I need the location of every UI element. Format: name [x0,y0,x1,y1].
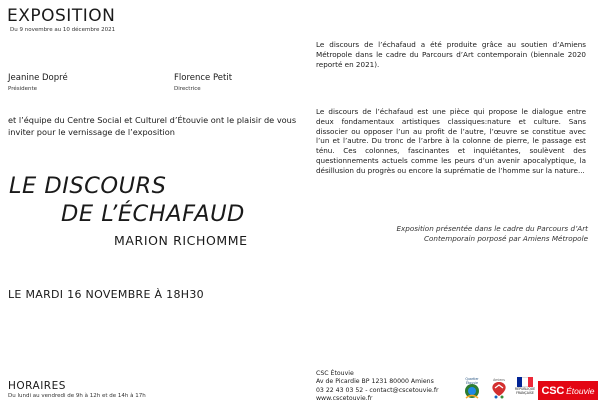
host-name: Florence Petit [174,73,233,83]
host-name: Jeanine Dopré [8,73,68,83]
contact-website[interactable]: www.cscetouvie.fr [316,394,373,402]
amiens-logo-text: Amiens [493,378,505,382]
exhibition-credit [318,224,588,244]
csc-logo-subtext: Étouvie [566,385,595,396]
republique-francaise-logo [514,377,536,400]
description-paragraph-2: Le discours de l’échafaud est une pièce qui propose le dialogue entre deux fondamentaux artistiques classiques:nature et culture. Sans dissocier ou opposer l’un au profit de l’autre, l’œuvre se constitue avec l’un et l’autre. Du tronc de l’arbre à la colonne de pierre, le passage est ténu. Ces colonnes, fascinantes et inquiétantes, soulèvent des questionnements actuels comme les peurs d’un avenir apocalyptique, la désillusion du progrès ou encore la suprématie de l’homme sur la nature... [316,107,586,175]
contact-phone-email[interactable]: 03 22 43 03 52 - contact@cscetouvie.fr [316,386,439,394]
description-paragraph-1: Le discours de l’échafaud a été produite grâce au soutien d’Amiens Métropole dans le cadre du Parcours d’Art contemporain (biennale 2020 reporté en 2021). [316,40,586,69]
amiens-logo [487,378,511,400]
exposition-title: EXPOSITION [7,6,116,26]
exposition-dates: Du 9 novembre au 10 décembre 2021 [10,27,116,33]
invitation-text: et l’équipe du Centre Social et Culturel d’Étouvie ont le plaisir de vous inviter pour le vernissage de l’exposition [8,115,297,137]
host-role: Présidente [8,86,38,92]
rf-logo-text: RÉPUBLIQUE FRANÇAISE [514,387,536,395]
artist-name: MARION RICHOMME [114,233,248,248]
french-flag-icon [517,377,533,387]
contact-block [316,370,439,403]
horaires-title: HORAIRES [8,380,66,392]
host-role: Directrice [174,86,201,92]
credit-line-2: Contemporain porposé par Amiens Métropole [424,234,588,243]
exhibition-title-line2: DE L’ÉCHAFAUD [61,201,245,227]
horaires-text: Du lundi au vendredi de 9h à 12h et de 14h à 17h [8,393,146,399]
etouvie-logo-text: Quartier Étouvie [465,377,479,385]
contact-name: CSC Étouvie [316,370,354,377]
csc-etouvie-logo [538,381,598,400]
flag-red [528,377,533,387]
exhibition-title-line1: LE DISCOURS [9,173,167,199]
credit-line-1: Exposition présentée dans le cadre du Parcours d’Art [396,224,588,233]
etouvie-logo [462,378,482,400]
host-director [174,73,232,92]
contact-address: Av de Picardie BP 1231 80000 Amiens [316,378,434,386]
host-president [8,73,68,92]
csc-logo-text: CSC [541,384,565,397]
vernissage-date: LE MARDI 16 NOVEMBRE À 18H30 [8,288,204,301]
